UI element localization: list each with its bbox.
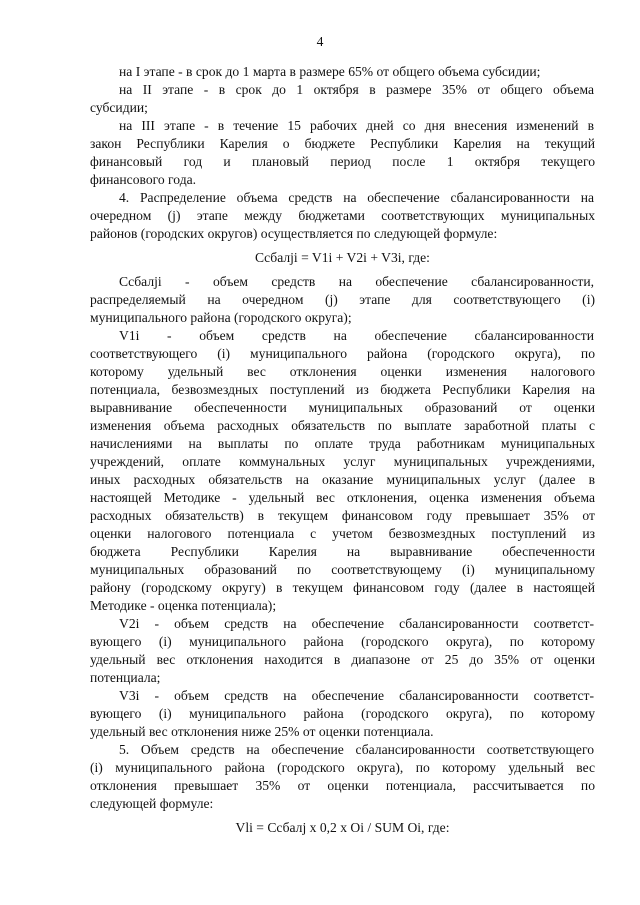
text-line: на II этапе - в срок до 1 октября в размере 35% от общего объема bbox=[119, 82, 594, 97]
text-line: бюджета Республики Карелия на выравнивание обеспеченности bbox=[90, 544, 595, 559]
text-line: которому удельный вес отклонения оценки изменения налогового bbox=[90, 364, 595, 379]
text-line: оценки налогового потенциала с учетом безвозмездных поступлений из bbox=[90, 526, 595, 541]
text-line: V1i - объем средств на обеспечение сбалансированности bbox=[119, 328, 594, 343]
text-line: отклонения превышает 35% от оценки потенциала, рассчитывается по bbox=[90, 778, 595, 793]
text-line: настоящей Методике - удельный вес отклонения, оценка изменения объема bbox=[90, 490, 595, 505]
text-line: на I этапе - в срок до 1 марта в размере 65% от общего объема субсидии; bbox=[119, 64, 541, 79]
text-line: (i) муниципального района (городского округа), по которому удельный вес bbox=[90, 760, 595, 775]
text-line: 5. Объем средств на обеспечение сбалансированности соответствующего bbox=[119, 742, 594, 757]
text-line: потенциала; bbox=[90, 670, 161, 685]
text-line: V3i - объем средств на обеспечение сбалансированности соответст- bbox=[119, 688, 594, 703]
text-line: удельный вес отклонения ниже 25% от оценки потенциала. bbox=[90, 724, 434, 739]
text-line: 4. Распределение объема средств на обеспечение сбалансированности на bbox=[119, 190, 594, 205]
text-line: муниципальных образований по соответствующему (i) муниципальному bbox=[90, 562, 595, 577]
page-number: 4 bbox=[316, 34, 324, 49]
text-line: изменения объема расходных обязательств по выплате заработной платы с bbox=[90, 418, 595, 433]
text-line: расходных обязательств) в текущем финансовом году превышает 35% от bbox=[90, 508, 595, 523]
text-line: закон Республики Карелия о бюджете Республики Карелия на текущий bbox=[90, 136, 595, 151]
text-line: на III этапе - в течение 15 рабочих дней со дня внесения изменений в bbox=[119, 118, 594, 133]
text-line: Cсбалji = V1i + V2i + V3i, где: bbox=[255, 250, 430, 265]
text-line: району (городскому округу) в текущем финансовом году (далее в настоящей bbox=[90, 580, 595, 595]
text-line: Методике - оценка потенциала); bbox=[90, 598, 277, 613]
text-line: Vli = Cсбалj x 0,2 x Oi / SUM Oi, где: bbox=[235, 820, 450, 835]
text-line: V2i - объем средств на обеспечение сбалансированности соответст- bbox=[119, 616, 594, 631]
text-line: финансового года. bbox=[90, 172, 197, 187]
text-line: Cсбалji - объем средств на обеспечение сбалансированности, bbox=[119, 274, 594, 289]
text-line: вующего (i) муниципального района (городского округа), по которому bbox=[90, 706, 595, 721]
text-line: распределяемый на очередном (j) этапе для соответствующего (i) bbox=[90, 292, 595, 307]
text-line: иных расходных обязательств на оказание муниципальных услуг (далее в bbox=[90, 472, 595, 487]
text-line: районов (городских округов) осуществляется по следующей формуле: bbox=[90, 226, 498, 241]
text-line: очередном (j) этапе между бюджетами соответствующих муниципальных bbox=[90, 208, 595, 223]
text-line: учреждений, оплате коммунальных услуг муниципальных учреждениями, bbox=[90, 454, 595, 469]
text-line: соответствующего (i) муниципального района (городского округа), по bbox=[90, 346, 595, 361]
text-line: удельный вес отклонения находится в диапазоне от 25 до 35% от оценки bbox=[90, 652, 595, 667]
text-line: субсидии; bbox=[90, 100, 148, 115]
text-line: муниципального района (городского округа); bbox=[90, 310, 352, 325]
text-line: следующей формуле: bbox=[90, 796, 214, 811]
text-line: выравнивание обеспеченности муниципальных образований от оценки bbox=[90, 400, 595, 415]
text-line: вующего (i) муниципального района (городского округа), по которому bbox=[90, 634, 595, 649]
text-line: финансовый год и плановый период после 1 октября текущего bbox=[90, 154, 595, 169]
text-line: потенциала, безвозмездных поступлений из бюджета Республики Карелия на bbox=[90, 382, 595, 397]
text-line: начислениями на выплаты по оплате труда работникам муниципальных bbox=[90, 436, 595, 451]
